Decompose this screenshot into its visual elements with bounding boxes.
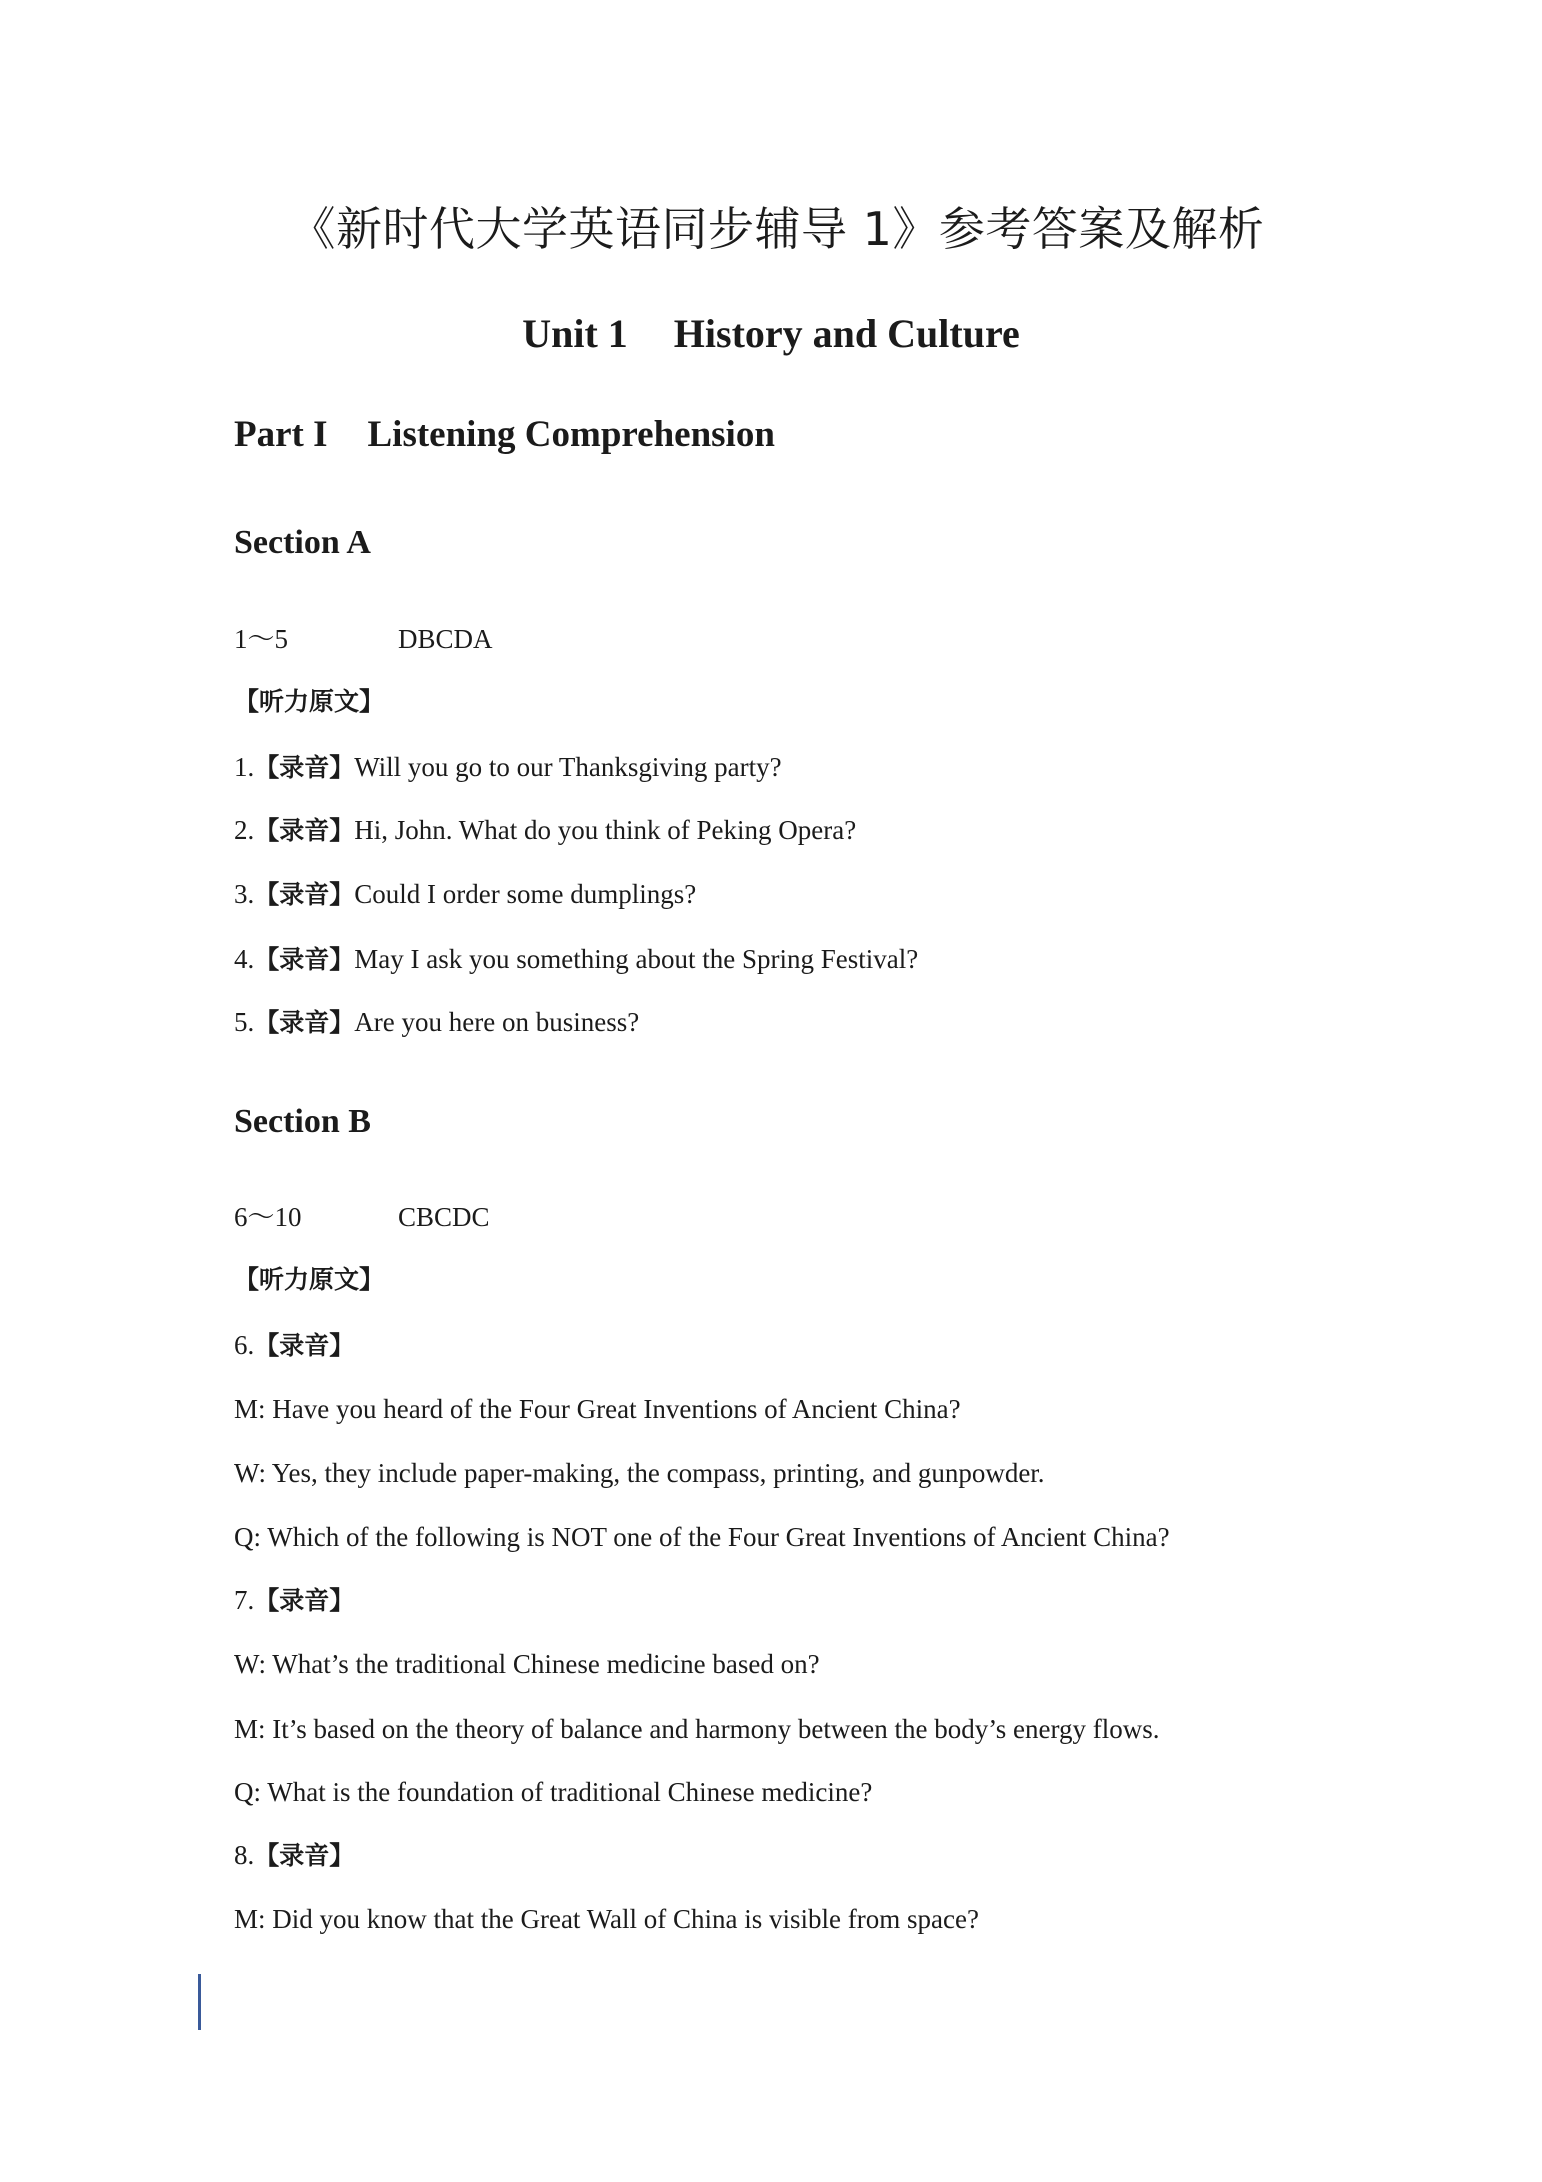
dialogue-line: M: It’s based on the theory of balance and harmony between the body’s energy flows. <box>234 1714 1160 1744</box>
part-name: Listening Comprehension <box>367 414 775 455</box>
list-item: 4.【录音】May I ask you something about the Spring Festival? <box>234 944 919 974</box>
list-item: 5.【录音】Are you here on business? <box>234 1007 640 1037</box>
section-a-transcript-label: 【听力原文】 <box>234 687 385 716</box>
dialogue-line: W: What’s the traditional Chinese medicine based on? <box>234 1649 820 1679</box>
recording-tag: 【录音】 <box>254 945 355 974</box>
section-a-heading: Section A <box>234 524 371 561</box>
section-b-answers: CBCDC <box>398 1202 490 1232</box>
question-line: Q: Which of the following is NOT one of the Four Great Inventions of Ancient China? <box>234 1522 1170 1552</box>
recording-tag: 【录音】 <box>254 880 355 909</box>
dialogue-line: M: Did you know that the Great Wall of China is visible from space? <box>234 1904 979 1934</box>
unit-name: History and Culture <box>673 311 1020 356</box>
recording-tag: 【录音】 <box>254 1586 355 1615</box>
section-a-answer-range: 1～5 <box>234 624 288 654</box>
list-item: 3.【录音】Could I order some dumplings? <box>234 879 697 909</box>
recording-tag: 【录音】 <box>254 816 355 845</box>
section-b-transcript-label: 【听力原文】 <box>234 1265 385 1294</box>
dialogue-line: M: Have you heard of the Four Great Inventions of Ancient China? <box>234 1394 961 1424</box>
unit-heading <box>0 310 1542 358</box>
recording-header: 6.【录音】 <box>234 1330 355 1360</box>
unit-number: Unit 1 <box>522 311 628 356</box>
section-b-heading: Section B <box>234 1103 371 1140</box>
recording-tag: 【录音】 <box>254 1841 355 1870</box>
recording-header: 8.【录音】 <box>234 1840 355 1870</box>
document-title: 《新时代大学英语同步辅导 1》参考答案及解析 <box>289 202 1265 256</box>
recording-tag: 【录音】 <box>254 1008 355 1037</box>
part-number: Part I <box>234 414 328 455</box>
recording-tag: 【录音】 <box>254 1331 355 1360</box>
margin-mark <box>198 1974 201 2030</box>
question-line: Q: What is the foundation of traditional Chinese medicine? <box>234 1777 873 1807</box>
recording-header: 7.【录音】 <box>234 1585 355 1615</box>
section-b-answer-range: 6～10 <box>234 1202 302 1232</box>
recording-tag: 【录音】 <box>254 753 355 782</box>
list-item: 2.【录音】Hi, John. What do you think of Peking Opera? <box>234 815 857 845</box>
part-heading <box>234 413 775 457</box>
list-item: 1.【录音】Will you go to our Thanksgiving party? <box>234 752 782 782</box>
dialogue-line: W: Yes, they include paper-making, the compass, printing, and gunpowder. <box>234 1458 1045 1488</box>
section-a-answers: DBCDA <box>398 624 493 654</box>
